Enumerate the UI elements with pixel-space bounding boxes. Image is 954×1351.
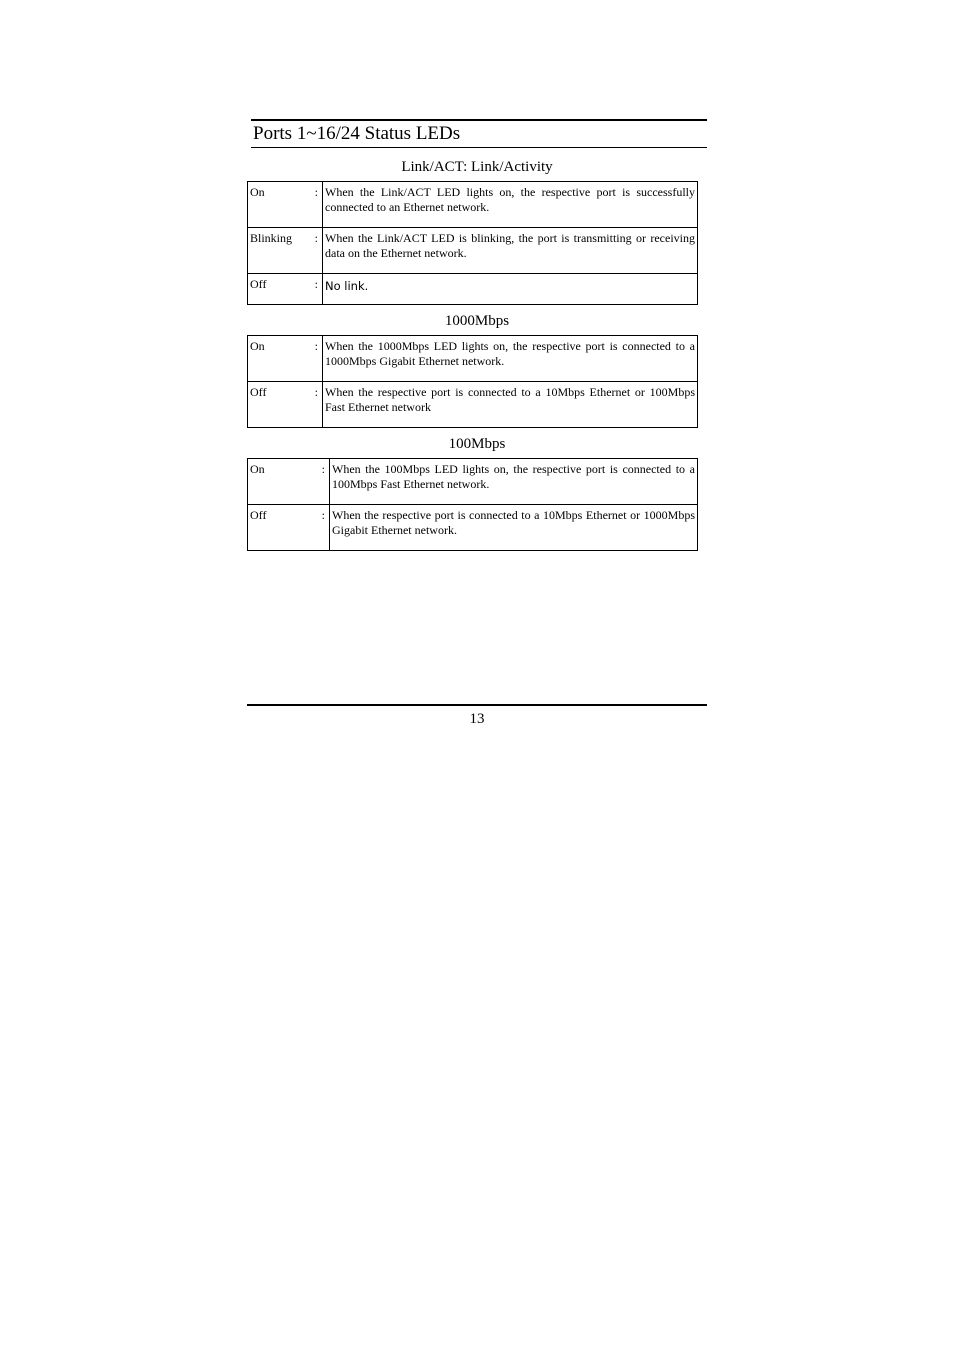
100mbps-table bbox=[247, 458, 698, 551]
state-cell: Blinking : bbox=[248, 228, 323, 274]
description-cell: When the 1000Mbps LED lights on, the respective port is connected to a 1000Mbps Gigabit Ethernet network. bbox=[323, 336, 698, 382]
table-row bbox=[248, 182, 698, 228]
link-act-table bbox=[247, 181, 698, 305]
top-rule bbox=[251, 119, 707, 121]
description-cell: No link. bbox=[323, 274, 698, 305]
caption-1000mbps: 1000Mbps bbox=[444, 313, 510, 329]
state-cell: On : bbox=[248, 459, 330, 505]
footer-rule bbox=[247, 704, 707, 706]
state-cell: On : bbox=[248, 182, 323, 228]
table-row bbox=[248, 274, 698, 305]
state-cell: On : bbox=[248, 336, 323, 382]
title-rule bbox=[251, 147, 707, 148]
state-cell: Off : bbox=[248, 505, 330, 551]
description-cell: When the respective port is connected to a 10Mbps Ethernet or 100Mbps Fast Ethernet network bbox=[323, 382, 698, 428]
page-title: Ports 1~16/24 Status LEDs bbox=[253, 123, 461, 144]
caption-link-act: Link/ACT: Link/Activity bbox=[401, 159, 553, 175]
1000mbps-table bbox=[247, 335, 698, 428]
table-row bbox=[248, 228, 698, 274]
caption-100mbps: 100Mbps bbox=[448, 436, 506, 452]
state-cell: Off : bbox=[248, 382, 323, 428]
description-cell: When the respective port is connected to a 10Mbps Ethernet or 1000Mbps Gigabit Ethernet network. bbox=[330, 505, 698, 551]
state-cell: Off : bbox=[248, 274, 323, 305]
table-row bbox=[248, 336, 698, 382]
description-cell: When the Link/ACT LED is blinking, the port is transmitting or receiving data on the Ethernet network. bbox=[323, 228, 698, 274]
table-row bbox=[248, 382, 698, 428]
page-number: 13 bbox=[469, 711, 485, 727]
table-row bbox=[248, 459, 698, 505]
description-cell: When the Link/ACT LED lights on, the respective port is successfully connected to an Ethernet network. bbox=[323, 182, 698, 228]
description-cell: When the 100Mbps LED lights on, the respective port is connected to a 100Mbps Fast Ethernet network. bbox=[330, 459, 698, 505]
table-row bbox=[248, 505, 698, 551]
